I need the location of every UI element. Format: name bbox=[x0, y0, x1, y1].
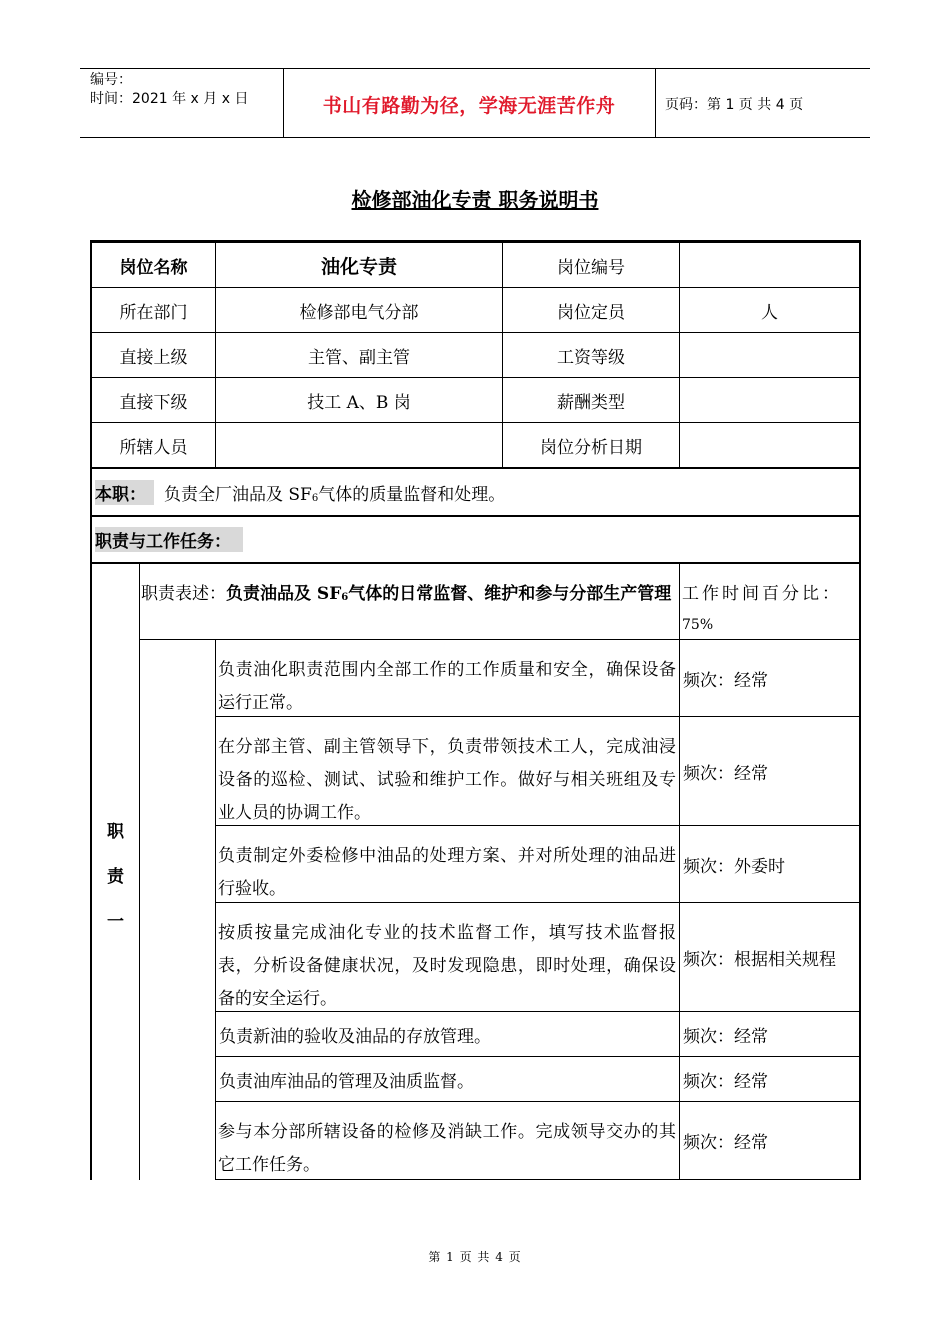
header-meta bbox=[90, 71, 248, 109]
time-label: 时间：2021 年 x 月 x 日 bbox=[90, 91, 249, 107]
duty-text-pre: 负责全厂油品及 SF bbox=[164, 484, 312, 505]
statement-pre: 负责油品及 SF bbox=[226, 584, 342, 604]
percent-label: 工作时间百分比： bbox=[682, 584, 842, 604]
duty-one-char: 职 bbox=[107, 822, 124, 842]
duty-one-char: 责 bbox=[107, 867, 124, 887]
value-staff-under bbox=[216, 423, 502, 467]
label-position-name: 岗位名称 bbox=[119, 257, 188, 278]
percent-value: 75% bbox=[682, 617, 714, 633]
label-staff-under: 所辖人员 bbox=[119, 437, 188, 458]
task-frequency: 频次：经常 bbox=[683, 670, 768, 691]
label-direct-subordinate: 直接下级 bbox=[119, 392, 188, 413]
task-frequency: 频次：经常 bbox=[683, 1026, 768, 1047]
task-text: 负责制定外委检修中油品的处理方案、并对所处理的油品进行验收。 bbox=[218, 846, 676, 899]
value-position-name: 油化专责 bbox=[320, 255, 397, 278]
duty-text-sub: 6 bbox=[311, 492, 319, 504]
value-position-number bbox=[680, 243, 859, 287]
value-headcount: 人 bbox=[761, 302, 778, 323]
label-analysis-date: 岗位分析日期 bbox=[540, 437, 642, 458]
value-salary-grade bbox=[680, 333, 859, 377]
duty-one-label bbox=[92, 810, 139, 945]
page-header bbox=[80, 68, 870, 138]
number-label: 编号： bbox=[90, 72, 132, 88]
statement-sub: 6 bbox=[341, 592, 349, 603]
duty-text bbox=[164, 480, 505, 505]
header-motto: 书山有路勤为径，学海无涯苦作舟 bbox=[322, 95, 616, 117]
task-text: 负责油库油品的管理及油质监督。 bbox=[219, 1071, 474, 1092]
value-pay-type bbox=[680, 378, 859, 422]
label-pay-type: 薪酬类型 bbox=[557, 392, 625, 413]
task-text: 负责油化职责范围内全部工作的工作质量和安全，确保设备运行正常。 bbox=[218, 660, 676, 713]
label-salary-grade: 工资等级 bbox=[557, 347, 625, 368]
label-headcount: 岗位定员 bbox=[557, 302, 625, 323]
header-page-info: 页码：第 1 页 共 4 页 bbox=[665, 97, 804, 113]
label-department: 所在部门 bbox=[119, 302, 188, 323]
tasks-heading-row bbox=[92, 517, 858, 562]
task-text: 在分部主管、副主管领导下，负责带领技术工人，完成油浸设备的巡检、测试、试验和维护工作。做好与相关班组及专业人员的协调工作。 bbox=[218, 737, 676, 823]
duty-text-post: 气体的质量监督和处理。 bbox=[318, 484, 506, 505]
task-frequency: 频次：经常 bbox=[683, 1071, 768, 1092]
task-text: 参与本分部所辖设备的检修及消缺工作。完成领导交办的其它工作任务。 bbox=[218, 1122, 676, 1175]
duty-row bbox=[92, 469, 858, 515]
page-footer: 第 1 页 共 4 页 bbox=[428, 1250, 522, 1264]
value-direct-subordinate: 技工 A、B 岗 bbox=[307, 392, 411, 413]
task-frequency: 频次：经常 bbox=[683, 1133, 768, 1153]
value-direct-superior: 主管、副主管 bbox=[308, 347, 410, 368]
task-text: 负责新油的验收及油品的存放管理。 bbox=[219, 1026, 491, 1047]
label-direct-superior: 直接上级 bbox=[119, 347, 188, 368]
duty-one-char: 一 bbox=[107, 912, 124, 932]
task-frequency: 频次：经常 bbox=[683, 763, 768, 784]
duty-label: 本职： bbox=[95, 480, 154, 505]
title-suffix: 职务说明书 bbox=[491, 188, 599, 212]
value-analysis-date bbox=[680, 423, 859, 467]
header-divider bbox=[655, 69, 656, 137]
statement-post: 气体的日常监督、维护和参与分部生产管理 bbox=[348, 584, 672, 604]
task-text: 按质按量完成油化专业的技术监督工作，填写技术监督报表，分析设备健康状况，及时发现隐患，即时处理，确保设备的安全运行。 bbox=[218, 923, 676, 1009]
col-line bbox=[139, 564, 140, 1180]
statement-text bbox=[226, 584, 671, 604]
title-position: 检修部油化专责 bbox=[351, 188, 492, 212]
duty-one-statement bbox=[141, 578, 677, 614]
value-department: 检修部电气分部 bbox=[299, 302, 419, 323]
table-border-right bbox=[859, 240, 861, 1180]
task-frequency: 频次：外委时 bbox=[683, 856, 785, 877]
task-frequency: 频次：根据相关规程 bbox=[683, 949, 836, 970]
label-position-number: 岗位编号 bbox=[557, 257, 625, 278]
statement-label: 职责表述： bbox=[141, 584, 226, 604]
row-line-thick bbox=[90, 562, 860, 564]
tasks-heading: 职责与工作任务： bbox=[95, 527, 243, 552]
document-title bbox=[0, 184, 950, 213]
